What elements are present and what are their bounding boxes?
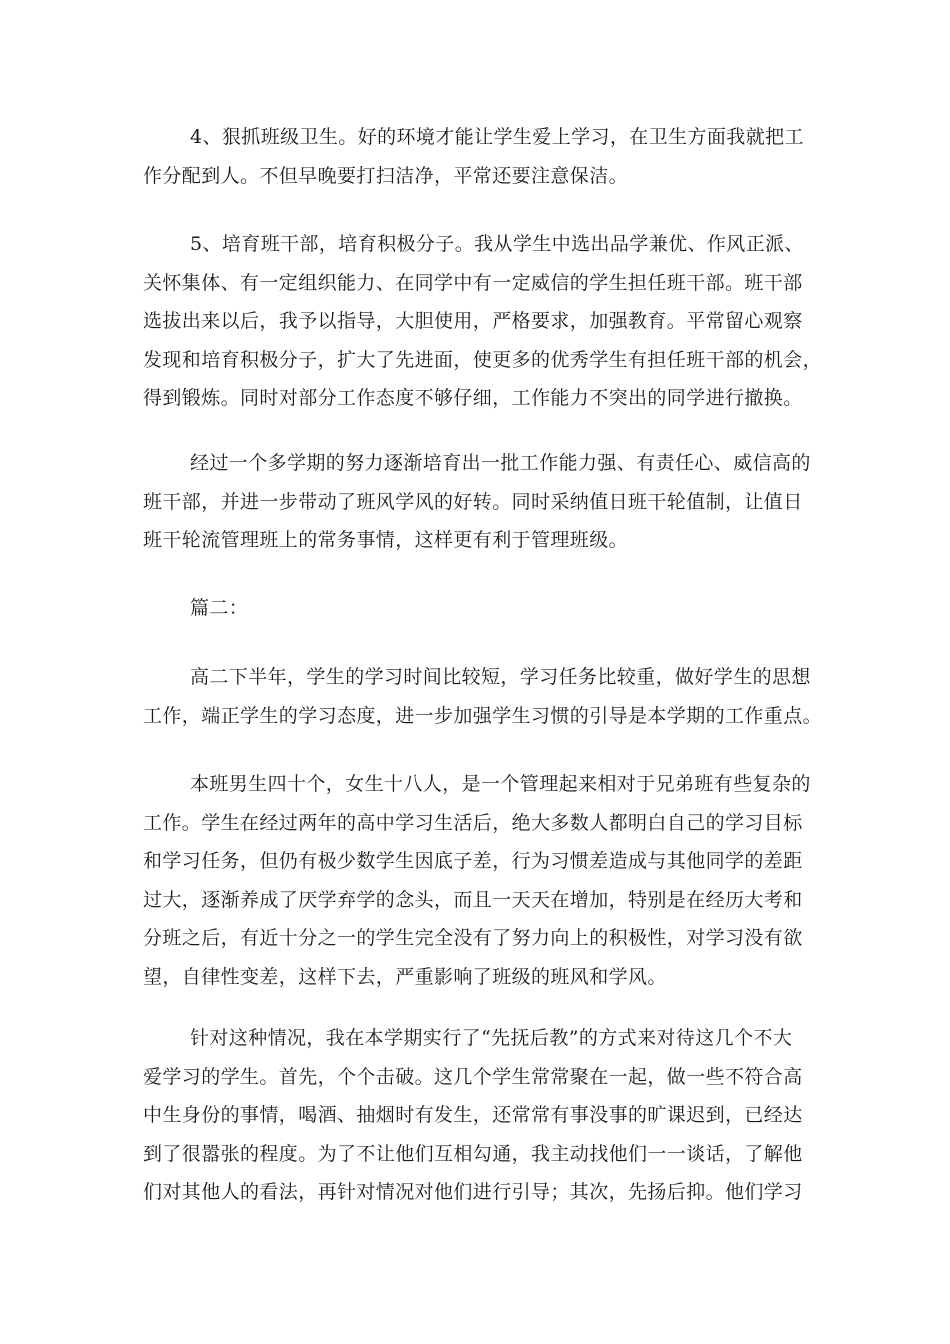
text-line: 过大，逐渐养成了厌学弃学的念头，而且一天天在增加，特别是在经历大考和 [143, 888, 803, 911]
text-line: 针对这种情况，我在本学期实行了“先抚后教”的方式来对待这几个不大 [190, 1027, 793, 1049]
section-heading-text: 篇二： [190, 597, 249, 619]
text-line: 爱学习的学生。首先，个个击破。这几个学生常常聚在一起，做一些不符合高 [143, 1065, 803, 1088]
text-line: 发现和培育积极分子，扩大了先进面，使更多的优秀学生有担任班干部的机会， [143, 348, 823, 371]
paragraph-intervention [143, 1019, 803, 1212]
paragraph-class-hygiene [143, 118, 803, 195]
text-line: 工作。学生在经过两年的高中学习生活后，绝大多数人都明白自己的学习目标 [143, 811, 803, 834]
text-line: 们对其他人的看法，再针对情况对他们进行引导；其次，先扬后抑。他们学习 [143, 1181, 803, 1203]
text-line: 经过一个多学期的努力逐渐培育出一批工作能力强、有责任心、威信高的 [190, 452, 811, 474]
text-line: 分班之后，有近十分之一的学生完全没有了努力向上的积极性，对学习没有欲 [143, 927, 803, 949]
text-line: 作分配到人。不但早晚要打扫洁净，平常还要注意保洁。 [143, 164, 629, 187]
text-line: 4、狠抓班级卫生。好的环境才能让学生爱上学习，在卫生方面我就把工 [190, 126, 804, 148]
paragraph-class-situation [143, 765, 811, 996]
text-line: 望，自律性变差，这样下去，严重影响了班级的班风和学风。 [143, 965, 667, 988]
paragraph-semester-focus [143, 658, 823, 735]
text-line: 到了很嚣张的程度。为了不让他们互相勾通，我主动找他们一一谈话，了解他 [143, 1142, 803, 1165]
text-line: 班干轮流管理班上的常务事情，这样更有利于管理班级。 [143, 529, 629, 551]
text-line: 得到锻炼。同时对部分工作态度不够仔细，工作能力不突出的同学进行撤换。 [143, 387, 803, 409]
text-line: 关怀集体、有一定组织能力、在同学中有一定威信的学生担任班干部。班干部 [143, 271, 803, 294]
text-line: 5、培育班干部，培育积极分子。我从学生中选出品学兼优、作风正派、 [190, 233, 804, 255]
text-line: 班干部，并进一步带动了班风学风的好转。同时采纳值日班干轮值制，让值日 [143, 490, 803, 513]
text-line: 和学习任务，但仍有极少数学生因底子差，行为习惯差造成与其他同学的差距 [143, 850, 803, 872]
text-line: 高二下半年，学生的学习时间比较短，学习任务比较重，做好学生的思想 [190, 666, 811, 688]
text-line: 本班男生四十个，女生十八人，是一个管理起来相对于兄弟班有些复杂的 [190, 773, 811, 795]
text-line: 工作，端正学生的学习态度，进一步加强学生习惯的引导是本学期的工作重点。 [143, 704, 823, 727]
text-line: 选拔出来以后，我予以指导，大胆使用，严格要求，加强教育。平常留心观察 [143, 310, 803, 332]
section-heading [143, 589, 803, 628]
text-line: 中生身份的事情，喝酒、抽烟时有发生，还常常有事没事的旷课迟到，已经达 [143, 1104, 803, 1126]
paragraph-cadre-results [143, 444, 811, 560]
paragraph-class-cadres [143, 225, 823, 418]
